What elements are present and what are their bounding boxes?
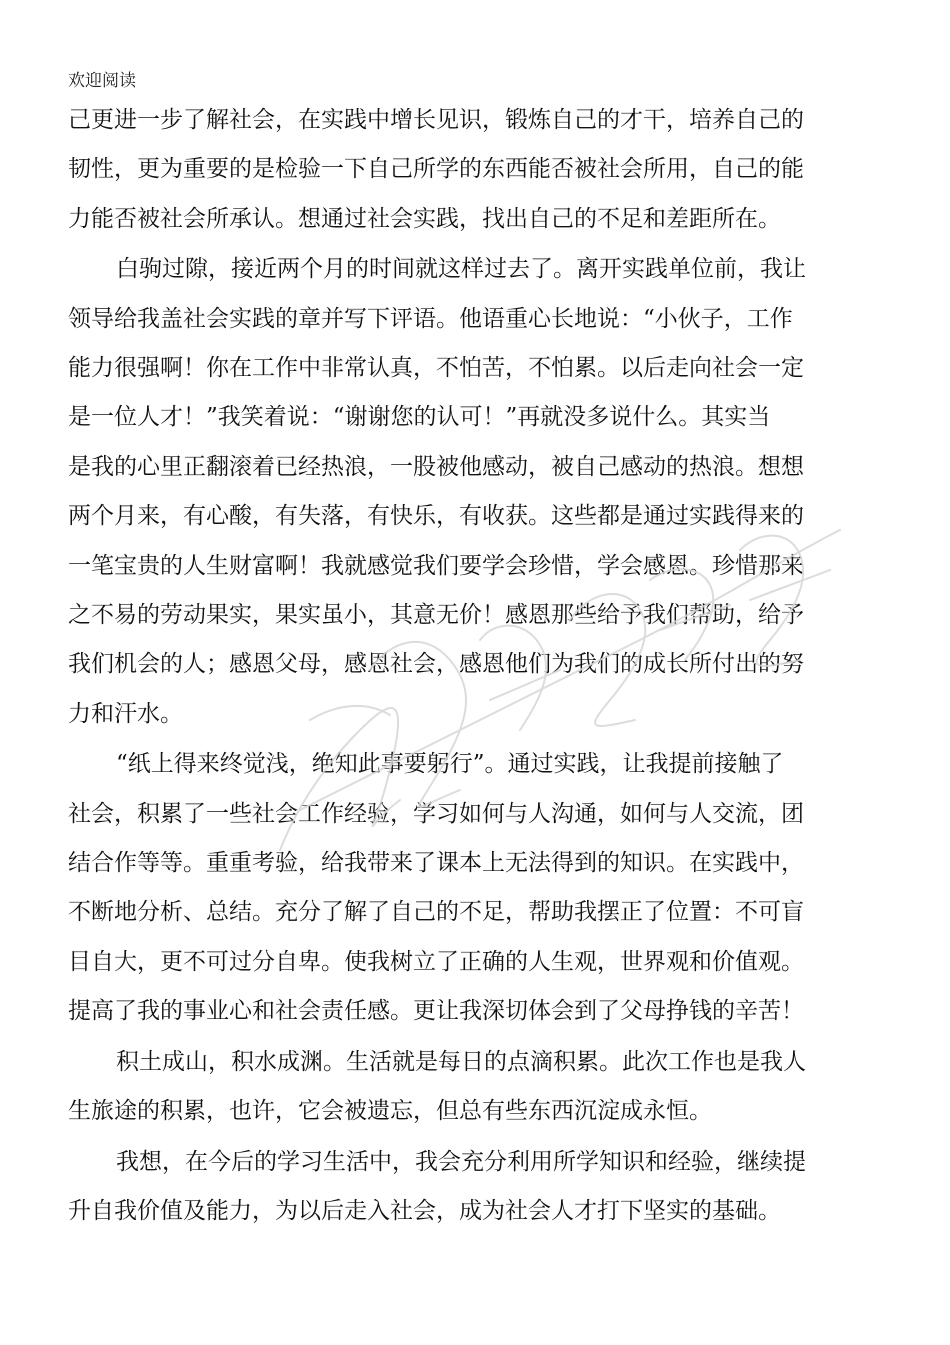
paragraph-first-line: 积土成山，积水成渊。生活就是每日的点滴积累。此次工作也是我人 xyxy=(116,1048,806,1075)
paragraph-line: 目自大，更不可过分自卑。使我树立了正确的人生观，世界观和价值观。 xyxy=(68,948,804,975)
paragraph-line: 两个月来，有心酸，有失落，有快乐，有收获。这些都是通过实践得来的 xyxy=(68,503,804,530)
paragraph-line: 领导给我盖社会实践的章并写下评语。他语重心长地说：“小伙子，工作 xyxy=(68,305,793,332)
paragraph-line: 韧性，更为重要的是检验一下自己所学的东西能否被社会所用，自己的能 xyxy=(68,156,804,183)
paragraph-line: 结合作等等。重重考验，给我带来了课本上无法得到的知识。在实践中， xyxy=(68,850,804,877)
paragraph-line: 一笔宝贵的人生财富啊！我就感觉我们要学会珍惜，学会感恩。珍惜那来 xyxy=(68,552,804,579)
paragraph-line: 之不易的劳动果实，果实虽小，其意无价！感恩那些给予我们帮助，给予 xyxy=(68,602,804,629)
paragraph-first-line: 我想，在今后的学习生活中，我会充分利用所学知识和经验，继续提 xyxy=(116,1148,806,1175)
paragraph-first-line: “纸上得来终觉浅，绝知此事要躬行”。通过实践，让我提前接触了 xyxy=(116,751,784,778)
paragraph-line: 是一位人才！”我笑着说：“谢谢您的认可！”再就没多说什么。其实当 xyxy=(68,404,771,431)
paragraph-first-line: 白驹过隙，接近两个月的时间就这样过去了。离开实践单位前，我让 xyxy=(116,256,806,283)
paragraph-line: 是我的心里正翻滚着已经热浪，一股被他感动，被自己感动的热浪。想想 xyxy=(68,453,804,480)
paragraph-line: 力和汗水。 xyxy=(68,700,183,727)
paragraph-line: 提高了我的事业心和社会责任感。更让我深切体会到了父母挣钱的辛苦！ xyxy=(68,998,804,1025)
paragraph-line: 能力很强啊！你在工作中非常认真，不怕苦，不怕累。以后走向社会一定 xyxy=(68,355,804,382)
page-header-label: 欢迎阅读 xyxy=(68,71,136,91)
paragraph-line: 生旅途的积累，也许，它会被遗忘，但总有些东西沉淀成永恒。 xyxy=(68,1098,712,1125)
paragraph-line: 社会，积累了一些社会工作经验，学习如何与人沟通，如何与人交流，团 xyxy=(68,800,804,827)
paragraph-line: 升自我价值及能力，为以后走入社会，成为社会人才打下坚实的基础。 xyxy=(68,1198,781,1225)
document-body xyxy=(68,96,808,1236)
paragraph-line: 力能否被社会所承认。想通过社会实践，找出自己的不足和差距所在。 xyxy=(68,205,781,232)
paragraph-line: 我们机会的人；感恩父母，感恩社会，感恩他们为我们的成长所付出的努 xyxy=(68,651,804,678)
paragraph-line: 不断地分析、总结。充分了解了自己的不足，帮助我摆正了位置：不可盲 xyxy=(68,899,804,926)
paragraph-line: 己更进一步了解社会，在实践中增长见识，锻炼自己的才干，培养自己的 xyxy=(68,107,804,133)
